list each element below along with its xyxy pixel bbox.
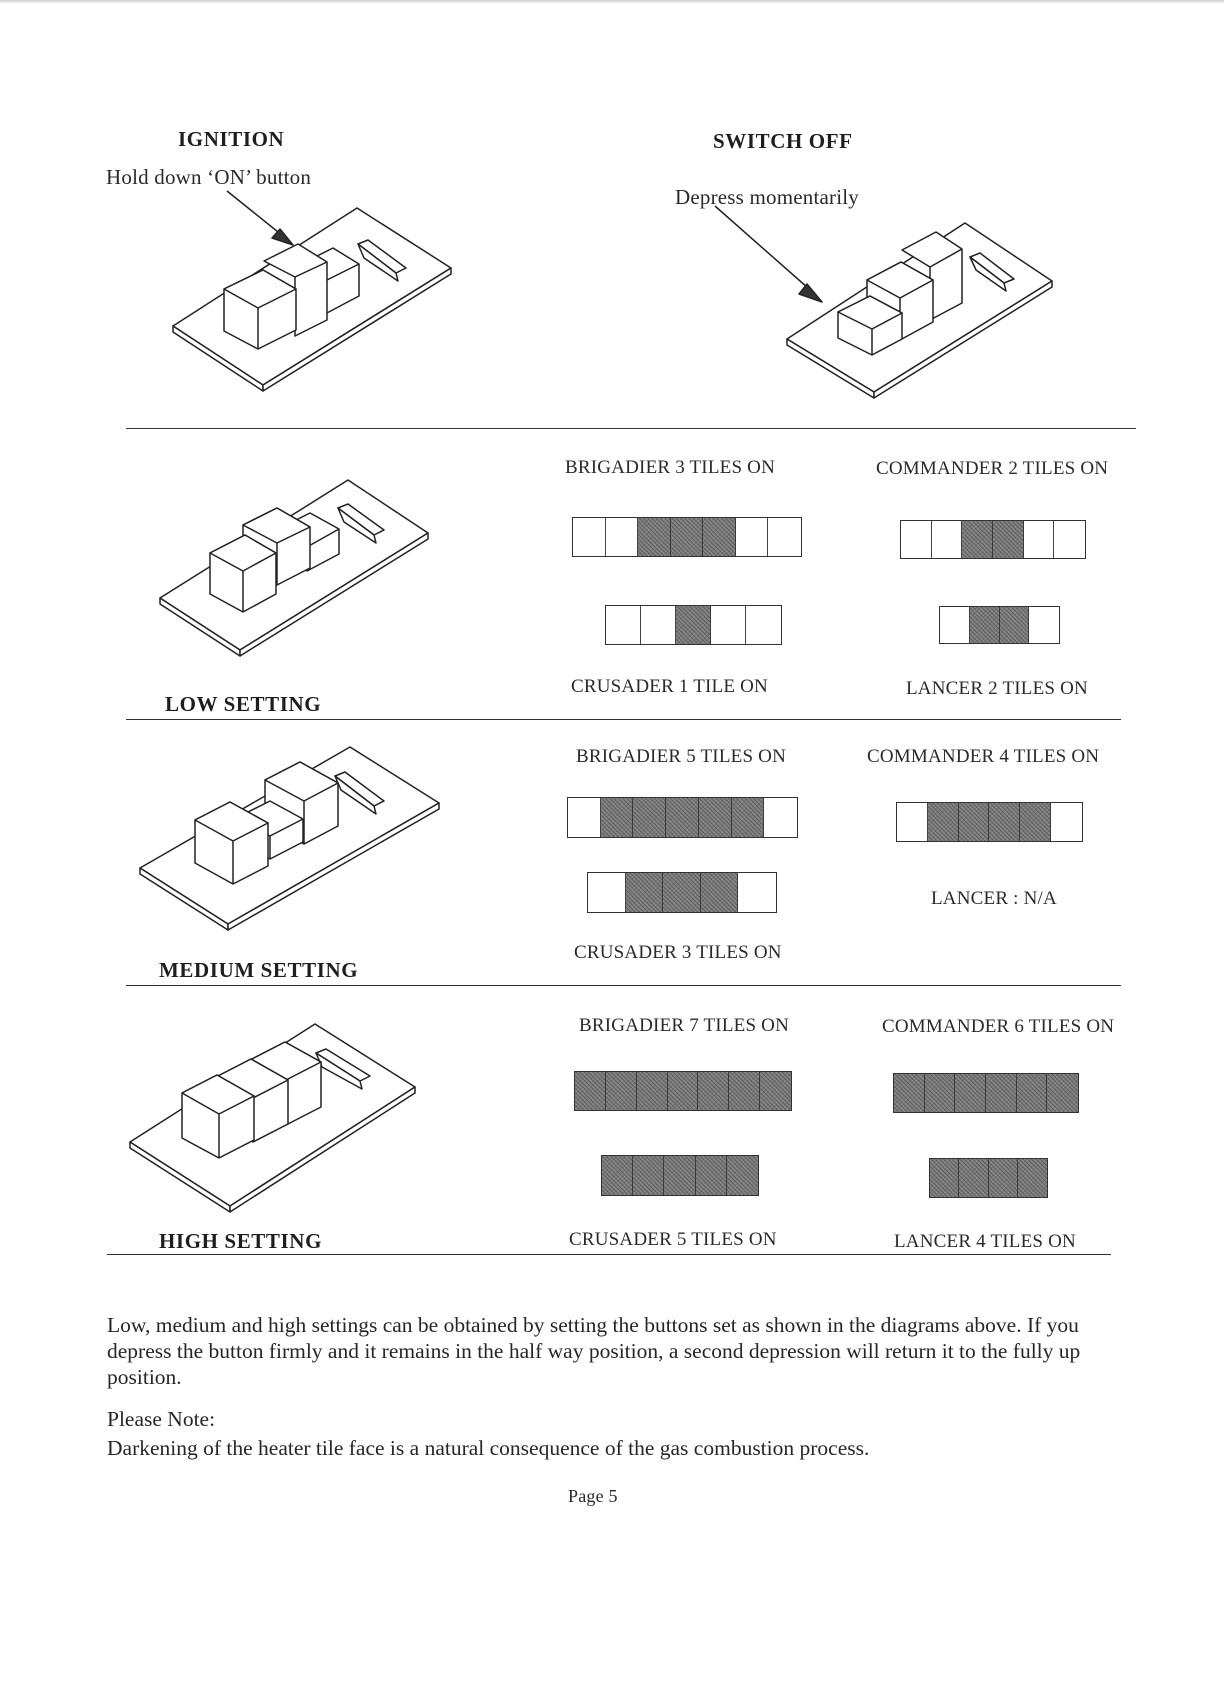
high-crusader-label: CRUSADER 5 TILES ON: [569, 1229, 777, 1250]
medium-brigadier-label: BRIGADIER 5 TILES ON: [576, 746, 787, 767]
high-brigadier-tiles: [574, 1071, 792, 1111]
switch-off-instruction: Depress momentarily: [675, 185, 860, 209]
tile-on: [925, 1074, 956, 1112]
medium-lancer-label: LANCER : N/A: [931, 888, 1057, 909]
tile-on: [696, 1156, 727, 1195]
high-commander-label: COMMANDER 6 TILES ON: [882, 1016, 1115, 1037]
ignition-instruction: Hold down ‘ON’ button: [106, 165, 312, 189]
tile-on: [698, 1072, 729, 1110]
medium-setting-title: MEDIUM SETTING: [159, 958, 359, 982]
ignition-title: IGNITION: [178, 127, 285, 151]
note-heading: Please Note:: [107, 1407, 216, 1431]
low-setting-title: LOW SETTING: [165, 692, 322, 716]
tile-on: [729, 1072, 760, 1110]
medium-commander-label: COMMANDER 4 TILES ON: [867, 746, 1100, 767]
high-lancer-label: LANCER 4 TILES ON: [894, 1231, 1076, 1252]
tile-on: [637, 1072, 668, 1110]
tile-on: [727, 1156, 758, 1195]
tile-on: [1018, 1159, 1047, 1197]
high-lancer-tiles: [929, 1158, 1048, 1198]
tile-on: [633, 1156, 664, 1195]
tile-on: [606, 1072, 637, 1110]
low-crusader-label: CRUSADER 1 TILE ON: [571, 676, 768, 697]
tile-on: [959, 1159, 988, 1197]
high-setting-title: HIGH SETTING: [159, 1229, 322, 1253]
tile-on: [930, 1159, 959, 1197]
low-commander-label: COMMANDER 2 TILES ON: [876, 458, 1109, 479]
tile-on: [575, 1072, 606, 1110]
tile-on: [955, 1074, 986, 1112]
tile-on: [1047, 1074, 1078, 1112]
tile-on: [602, 1156, 633, 1195]
switch-off-title: SWITCH OFF: [713, 129, 853, 153]
tile-on: [760, 1072, 791, 1110]
tile-on: [1017, 1074, 1048, 1112]
tile-on: [894, 1074, 925, 1112]
high-brigadier-label: BRIGADIER 7 TILES ON: [579, 1015, 790, 1036]
divider: [107, 1254, 1111, 1255]
page-number: Page 5: [568, 1486, 618, 1506]
low-lancer-label: LANCER 2 TILES ON: [906, 678, 1088, 699]
high-commander-tiles: [893, 1073, 1079, 1113]
note-text: Darkening of the heater tile face is a natural consequence of the gas combustion process.: [107, 1436, 870, 1460]
tile-on: [989, 1159, 1018, 1197]
medium-crusader-label: CRUSADER 3 TILES ON: [574, 942, 782, 963]
high-crusader-tiles: [601, 1155, 759, 1196]
tile-on: [668, 1072, 699, 1110]
body-paragraph: Low, medium and high settings can be obtained by setting the buttons set as shown in the diagrams above. If you depress the button firmly and it remains in the half way position, a second depression will return it to the fully up position.: [107, 1313, 1081, 1389]
tile-on: [664, 1156, 695, 1195]
tile-on: [986, 1074, 1017, 1112]
low-brigadier-label: BRIGADIER 3 TILES ON: [565, 457, 776, 478]
